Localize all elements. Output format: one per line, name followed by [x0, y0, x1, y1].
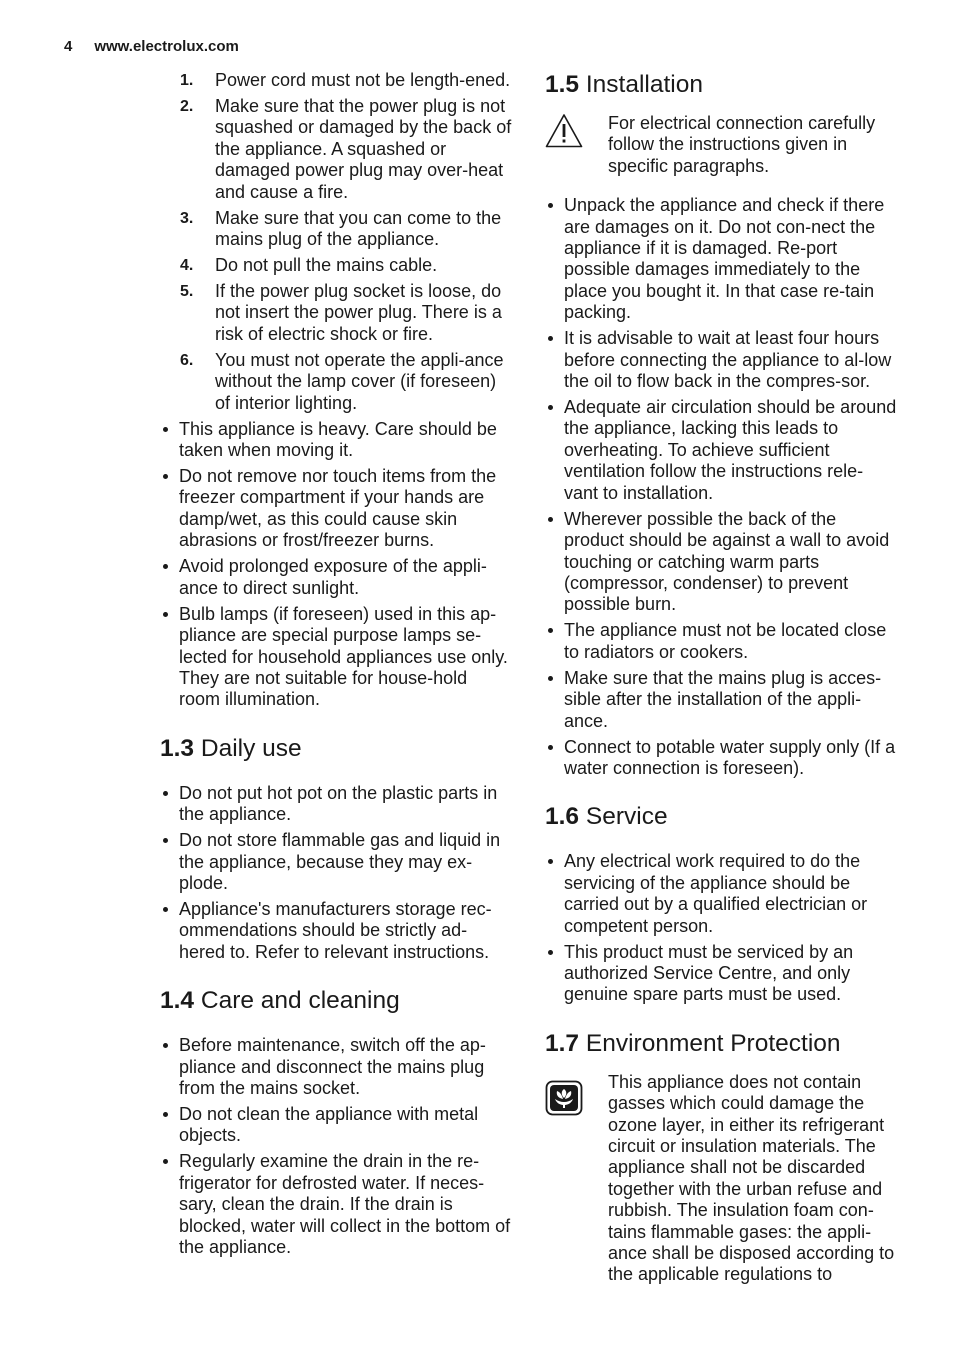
note-text: For electrical connection carefully follow the instructions given in specific paragraphs. — [608, 113, 876, 176]
page-header — [64, 38, 239, 55]
list-item: Do not put hot pot on the plastic parts in the appliance. — [160, 783, 512, 826]
numbered-list — [160, 70, 512, 414]
section-heading-daily-use: 1.3 Daily use — [160, 734, 302, 762]
list-item: Regularly examine the drain in the re-frigerator for defrosted water. If neces-sary, clean the drain. If the drain is blocked, water will collect in the bottom of the appliance. — [160, 1151, 512, 1258]
page-number: 4 — [64, 38, 73, 55]
list-item: Wherever possible the back of the product should be against a wall to avoid touching or catching warm parts (compressor, condenser) to prevent possible burn. — [545, 509, 897, 616]
left-column — [160, 70, 512, 1263]
list-item: Connect to potable water supply only (If a water connection is foreseen). — [545, 737, 897, 780]
list-item: Any electrical work required to do the servicing of the appliance should be carried out by a qualified electrician or competent person. — [545, 851, 897, 937]
list-item: Unpack the appliance and check if there are damages on it. Do not con-nect the appliance if it is damaged. Re-port possible damages immediately to the place you bought it. In that case re-tain packing. — [545, 195, 897, 323]
environment-flower-icon — [545, 1080, 583, 1116]
list-item: Do not store flammable gas and liquid in the appliance, because they may ex-plode. — [160, 830, 512, 894]
warning-note — [545, 113, 897, 177]
bullet-list — [160, 419, 512, 711]
section-heading-service: 1.6 Service — [545, 803, 668, 831]
list-item: Appliance's manufacturers storage rec-ommendations should be strictly ad-hered to. Refer to relevant instructions. — [160, 899, 512, 963]
environment-note — [545, 1072, 897, 1286]
section-heading-environment-protection: 1.7 Environment Protection — [545, 1029, 841, 1057]
list-item: 5. If the power plug socket is loose, do not insert the power plug. There is a risk of electric shock or fire. — [180, 281, 502, 344]
list-item: Adequate air circulation should be around the appliance, lacking this leads to overheating. To achieve sufficient ventilation follow the instructions rele-vant to installation. — [545, 397, 897, 504]
list-item: It is advisable to wait at least four hours before connecting the appliance to al-low the oil to flow back in the compres-sor. — [545, 328, 897, 392]
list-item: 2. Make sure that the power plug is not squashed or damaged by the back of the appliance. A squashed or damaged power plug may over-heat and cause a fire. — [180, 96, 512, 202]
list-item: This appliance is heavy. Care should be taken when moving it. — [160, 419, 512, 462]
list-item: Avoid prolonged exposure of the appli-ance to direct sunlight. — [160, 556, 512, 599]
bullet-list — [160, 783, 512, 963]
list-item: Do not clean the appliance with metal objects. — [160, 1104, 512, 1147]
bullet-list — [160, 1035, 512, 1258]
list-item: Before maintenance, switch off the ap-pliance and disconnect the mains plug from the mains socket. — [160, 1035, 512, 1099]
list-item: The appliance must not be located close to radiators or cookers. — [545, 620, 897, 663]
section-heading-installation: 1.5 Installation — [545, 71, 704, 98]
section-heading-care-and-cleaning: 1.4 Care and cleaning — [160, 987, 400, 1015]
warning-triangle-icon — [545, 113, 583, 149]
list-item: Make sure that the mains plug is acces-sible after the installation of the appli-ance. — [545, 668, 897, 732]
list-item: 4. Do not pull the mains cable. — [180, 255, 438, 276]
bullet-list — [545, 195, 897, 779]
list-item: 6. You must not operate the appli-ance without the lamp cover (if foreseen) of interior lighting. — [180, 349, 504, 413]
bullet-list — [545, 851, 897, 1005]
website-url: www.electrolux.com — [94, 38, 239, 55]
list-item: This product must be serviced by an authorized Service Centre, and only genuine spare parts must be used. — [545, 942, 897, 1006]
list-item: Bulb lamps (if foreseen) used in this ap-pliance are special purpose lamps se-lected for household appliances use only. They are not suitable for house-hold room illumination. — [160, 604, 512, 711]
right-column — [545, 70, 897, 1286]
list-item: Do not remove nor touch items from the freezer compartment if your hands are damp/wet, as this could cause skin abrasions or frost/freezer burns. — [160, 466, 512, 552]
note-text: This appliance does not contain gasses which could damage the ozone layer, in either its refrigerant circuit or insulation materials. The appliance shall not be discarded together with the urban refuse and rubbish. The insulation foam con-tains flammable gases: the appli-ance shall be disposed according to the applicable regulations to — [608, 1071, 895, 1285]
list-item: 1. Power cord must not be length-ened. — [180, 70, 511, 90]
list-item: 3. Make sure that you can come to the mains plug of the appliance. — [180, 207, 502, 250]
